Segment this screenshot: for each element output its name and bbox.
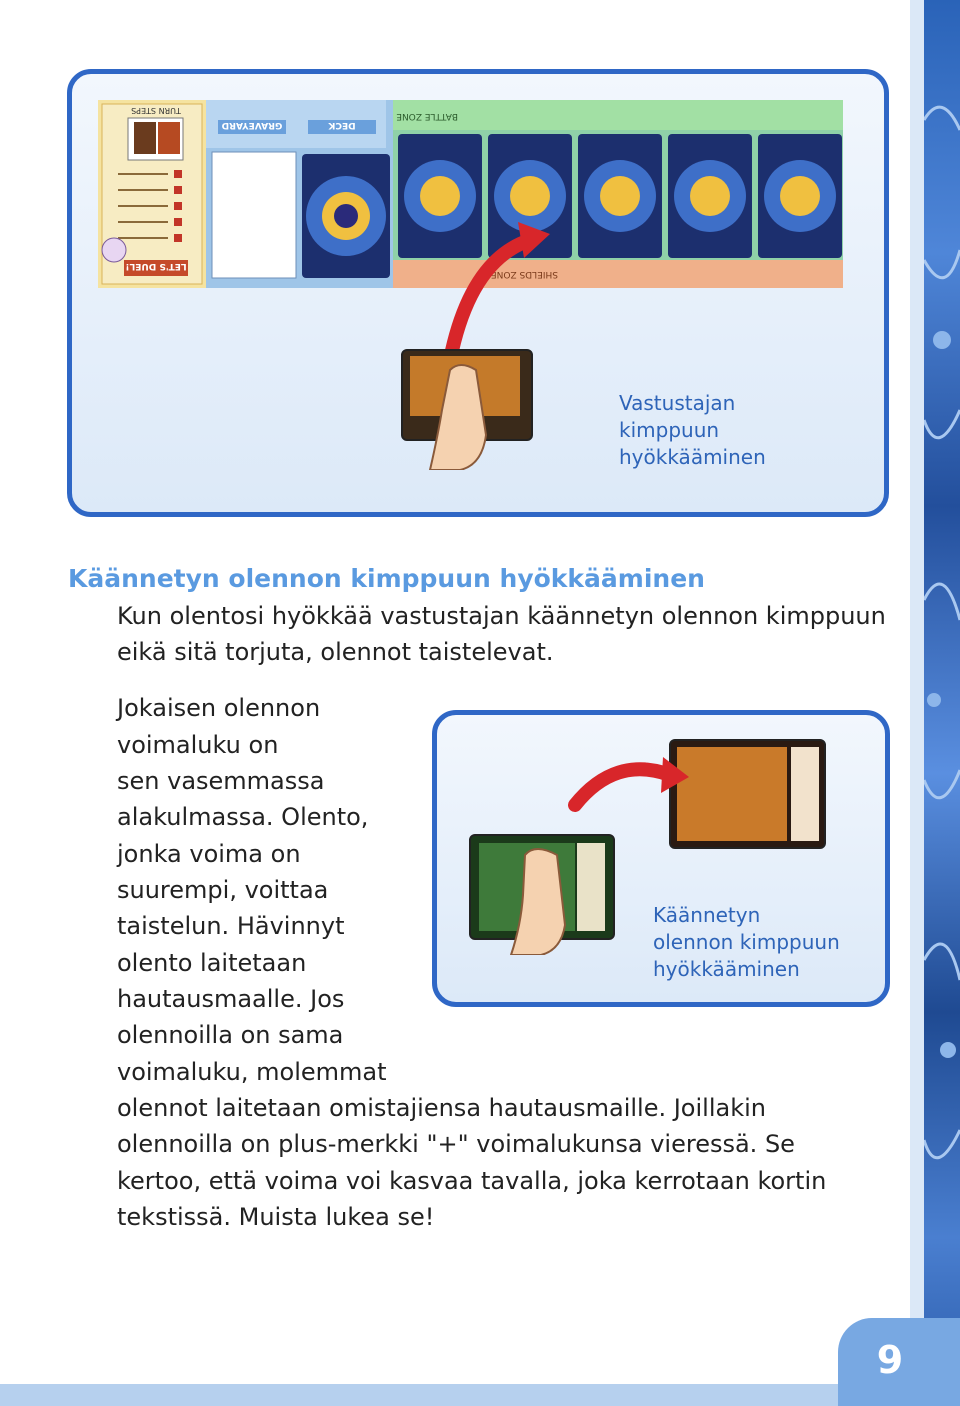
body-line: tekstissä. Muista lukea se! <box>117 1203 435 1231</box>
body-line: olento laitetaan <box>117 949 307 977</box>
body-line: voimaluku on <box>117 731 279 759</box>
caption-line: hyökkääminen <box>653 957 800 981</box>
body-line: taistelun. Hävinnyt <box>117 912 345 940</box>
body-line: jonka voima on <box>117 840 301 868</box>
body-line: olennoilla on plus-merkki "+" voimalukunsa vieressä. Se <box>117 1130 795 1158</box>
page-margin <box>910 0 924 1330</box>
section-heading: Käännetyn olennon kimppuun hyökkääminen <box>68 564 705 593</box>
body-line: sen vasemmassa <box>117 767 325 795</box>
lets-duel-label: LET'S DUEL! <box>125 261 187 271</box>
caption-line: olennon kimppuun <box>653 930 840 954</box>
caption-top <box>619 390 766 471</box>
body-line: hautausmaalle. Jos <box>117 985 345 1013</box>
page-number: 9 <box>876 1338 904 1382</box>
caption-line: kimppuun <box>619 418 720 442</box>
attack-arrow-illustration <box>390 220 590 470</box>
caption-line: Vastustajan <box>619 391 736 415</box>
caption-line: hyökkääminen <box>619 445 766 469</box>
caption-line: Käännetyn <box>653 903 761 927</box>
intro-paragraph: Kun olentosi hyökkää vastustajan käännetyn olennon kimppuun eikä sitä torjuta, olennot taistelevat. <box>117 602 886 667</box>
body-line: voimaluku, molemmat <box>117 1058 387 1086</box>
body-line: Jokaisen olennon <box>117 694 321 722</box>
body-line: olennoilla on sama <box>117 1021 344 1049</box>
caption-small <box>653 902 840 983</box>
shields-zone-label: SHIELDS ZONE <box>490 269 558 279</box>
body-line: kertoo, että voima voi kasvaa tavalla, joka kerrotaan kortin <box>117 1167 827 1195</box>
bottom-band <box>0 1384 924 1406</box>
side-decoration <box>924 0 960 1406</box>
body-line: alakulmassa. Olento, <box>117 803 369 831</box>
deck-label: DECK <box>328 120 356 130</box>
turn-steps-label: TURN STEPS <box>131 106 181 115</box>
body-line: olennot laitetaan omistajiensa hautausmaille. Joillakin <box>117 1094 766 1122</box>
body-line: suurempi, voittaa <box>117 876 329 904</box>
graveyard-label: GRAVEYARD <box>221 120 283 130</box>
arrow-head-icon <box>518 222 550 258</box>
battle-zone-label: BATTLE ZONE <box>396 111 458 121</box>
